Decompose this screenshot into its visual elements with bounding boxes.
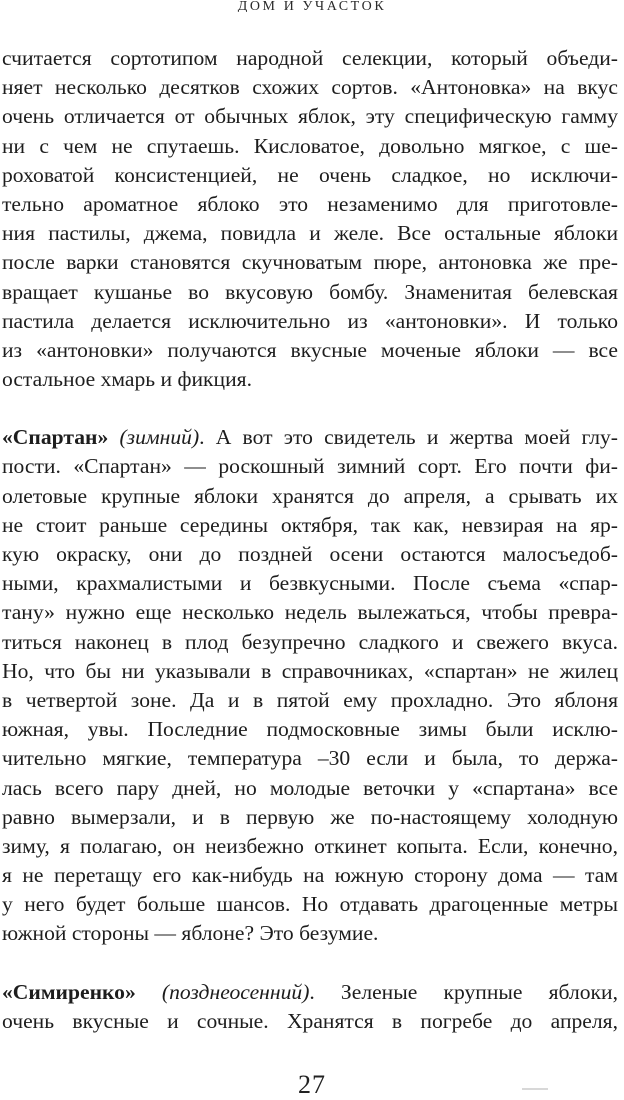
text-line: у него будет больше шансов. Но отдавать драгоценные метры [2,892,618,917]
paragraph-spartan [2,423,618,948]
text-line: остальное хмарь и фикция. [2,367,252,392]
text-line: пости. «Спартан» — роскошный зимний сорт. Его почти фи- [2,454,618,479]
text-line: я не перетащу его как-нибудь на южную сторону дома — там [2,863,618,888]
paragraph-simirenko [2,978,618,1036]
text-line [2,978,618,1007]
scan-mark [522,1088,548,1090]
text-line: кую окраску, они до поздней осени остаются малосъедоб- [2,542,618,566]
page-number: 27 [298,1070,326,1099]
text-fragment: . А вот это свидетель и жертва моей глу- [199,425,618,450]
variety-season: (позднеосенний) [161,979,310,1004]
text-line: ными, крахмалистыми и безвкусными. После съема «спар- [2,571,618,596]
text-line: из «антоновки» получаются вкусные моченые яблоки — все [2,337,618,362]
text-line: вращает кушанье во вкусовую бомбу. Знаменитая белевская [2,279,618,304]
text-line: считается сортотипом народной селекции, который объеди- [2,46,618,70]
text-line: очень вкусные и сочные. Хранятся в погребе до апреля, [2,1008,618,1033]
text-line: очень отличается от обычных яблок, эту специфическую гамму [2,104,618,129]
text-line: чительно мягкие, температура –30 если и была, то держа- [2,746,618,771]
text-line: пастила делается исключительно из «антоновки». И только [2,308,618,333]
text-line: в четвертой зоне. Да и в пятой ему прохладно. Это яблоня [2,687,618,712]
paragraph-antonovka [2,44,618,394]
text-line: Но, что бы ни указывали в справочниках, «спартан» не жилец [2,658,618,683]
text-line: равно вымерзали, и в первую же по-настоящему холодную [2,804,618,829]
text-fragment: . Зеленые крупные яблоки, [309,979,618,1004]
page-body [2,44,618,1036]
text-line: роховатой консистенцией, не очень сладкое, но исключи- [2,162,618,187]
text-line: титься наконец в плод безупречно сладкого и свежего вкуса. [2,629,618,654]
text-line: после варки становятся скучноватым пюре, антоновка же пре- [2,250,618,275]
text-line: южной стороны — яблоне? Это безумие. [2,921,379,946]
text-line [2,423,618,452]
running-header: ДОМ И УЧАСТОК [237,0,387,12]
text-line: не стоит раньше середины октября, так как, невзирая на яр- [2,512,618,537]
text-line: южная, увы. Последние подмосковные зимы были исклю- [2,717,618,742]
variety-name: «Симиренко» [2,979,136,1004]
text-line: зиму, я полагаю, он неизбежно откинет копыта. Если, конечно, [2,833,618,858]
text-line: ния пастилы, джема, повидла и желе. Все остальные яблоки [2,221,618,246]
text-line: тельно ароматное яблоко это незаменимо для приготовле- [2,191,618,216]
text-line: ни с чем не спутаешь. Кисловатое, довольно мягкое, с ше- [2,133,618,158]
text-line: няет несколько десятков схожих сортов. «Антоновка» на вкус [2,75,618,100]
variety-season: (зимний) [119,425,200,450]
text-line: тану» нужно еще несколько недель вылежаться, чтобы превра- [2,600,618,625]
text-line: лась всего пару дней, но молодые веточки у «спартана» все [2,775,618,800]
text-line: олетовые крупные яблоки хранятся до апреля, а срывать их [2,483,618,508]
variety-name: «Спартан» [2,425,109,450]
